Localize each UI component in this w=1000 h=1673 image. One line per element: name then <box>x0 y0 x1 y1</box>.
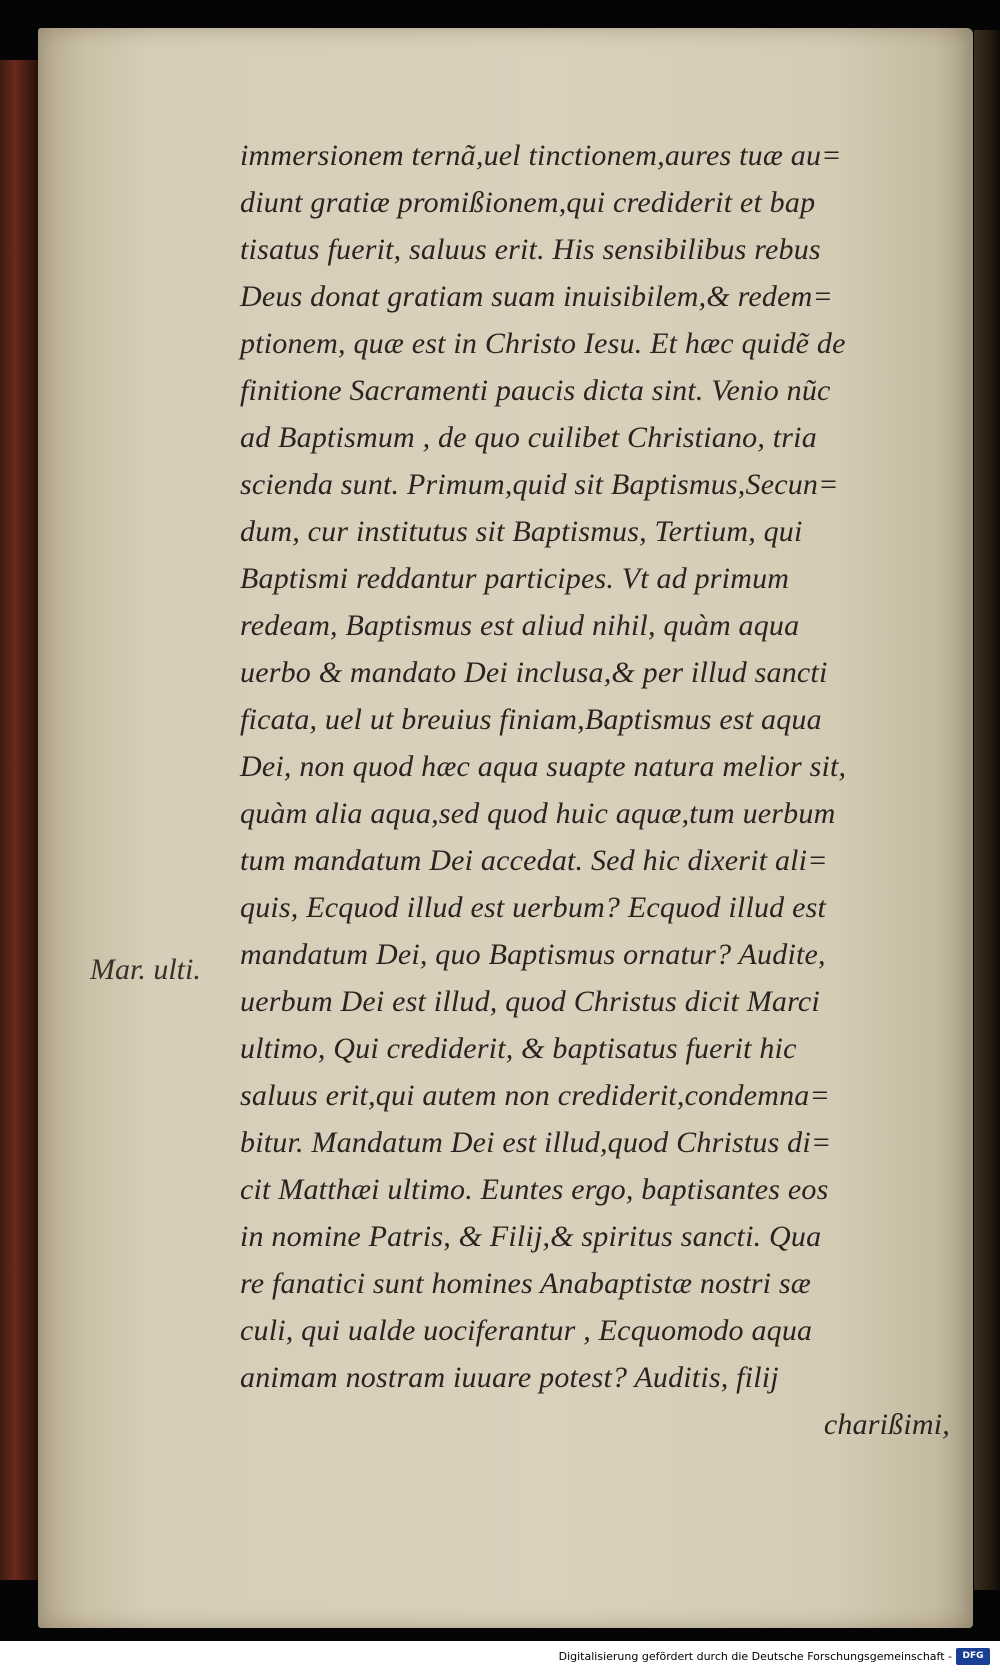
text-line: saluus erit,qui autem non crediderit,condemna= <box>240 1079 830 1112</box>
text-line: immersionem ternã,uel tinctionem,aures tuæ au= <box>240 139 842 172</box>
text-line: cit Matthæi ultimo. Euntes ergo, baptisantes eos <box>240 1173 829 1206</box>
text-line: quàm alia aqua,sed quod huic aquæ,tum uerbum <box>240 797 836 830</box>
digitization-footer <box>0 1641 1000 1673</box>
text-line: tisatus fuerit, saluus erit. His sensibilibus rebus <box>240 233 821 266</box>
text-line: finitione Sacramenti paucis dicta sint. Venio nũc <box>240 374 831 407</box>
digitization-note: Digitalisierung gefördert durch die Deutsche Forschungsgemeinschaft - <box>558 1650 952 1663</box>
marginal-note: Mar. ulti. <box>90 953 201 986</box>
text-line: ad Baptismum , de quo cuilibet Christiano, tria <box>240 421 817 454</box>
text-line: uerbum Dei est illud, quod Christus dicit Marci <box>240 985 820 1018</box>
book-cover-edge-left <box>0 60 42 1580</box>
catchword: charißimi, <box>823 1408 950 1441</box>
text-line: re fanatici sunt homines Anabaptistæ nostri sæ <box>240 1267 811 1300</box>
text-line: animam nostram iuuare potest? Auditis, filij <box>240 1361 779 1394</box>
text-line: scienda sunt. Primum,quid sit Baptismus,Secun= <box>240 468 839 501</box>
text-line: diunt gratiæ promißionem,qui crediderit et bap <box>240 186 816 219</box>
text-line: Dei, non quod hæc aqua suapte natura melior sit, <box>240 750 847 783</box>
text-line: quis, Ecquod illud est uerbum? Ecquod illud est <box>240 891 827 924</box>
text-line: redeam, Baptismus est aliud nihil, quàm aqua <box>240 609 800 642</box>
text-line: ficata, uel ut breuius finiam,Baptismus est aqua <box>240 703 822 736</box>
text-line: dum, cur institutus sit Baptismus, Tertium, qui <box>240 515 803 548</box>
dfg-logo: DFG <box>956 1648 990 1665</box>
text-line: ptionem, quæ est in Christo Iesu. Et hæc quidẽ de <box>240 327 846 360</box>
text-line: uerbo & mandato Dei inclusa,& per illud sancti <box>240 656 828 689</box>
text-line: Baptismi reddantur participes. Vt ad primum <box>240 562 790 595</box>
book-cover-edge-right <box>974 30 1000 1590</box>
text-line: tum mandatum Dei accedat. Sed hic dixerit ali= <box>240 844 828 877</box>
text-line: in nomine Patris, & Filij,& spiritus sancti. Qua <box>240 1220 822 1253</box>
text-line: Deus donat gratiam suam inuisibilem,& redem= <box>240 280 833 313</box>
text-line: mandatum Dei, quo Baptismus ornatur? Audite, <box>240 938 826 971</box>
text-line: ultimo, Qui crediderit, & baptisatus fuerit hic <box>240 1032 797 1065</box>
text-line: culi, qui ualde uociferantur , Ecquomodo aqua <box>240 1314 813 1347</box>
text-line: bitur. Mandatum Dei est illud,quod Christus di= <box>240 1126 832 1159</box>
text-block <box>240 132 950 1448</box>
